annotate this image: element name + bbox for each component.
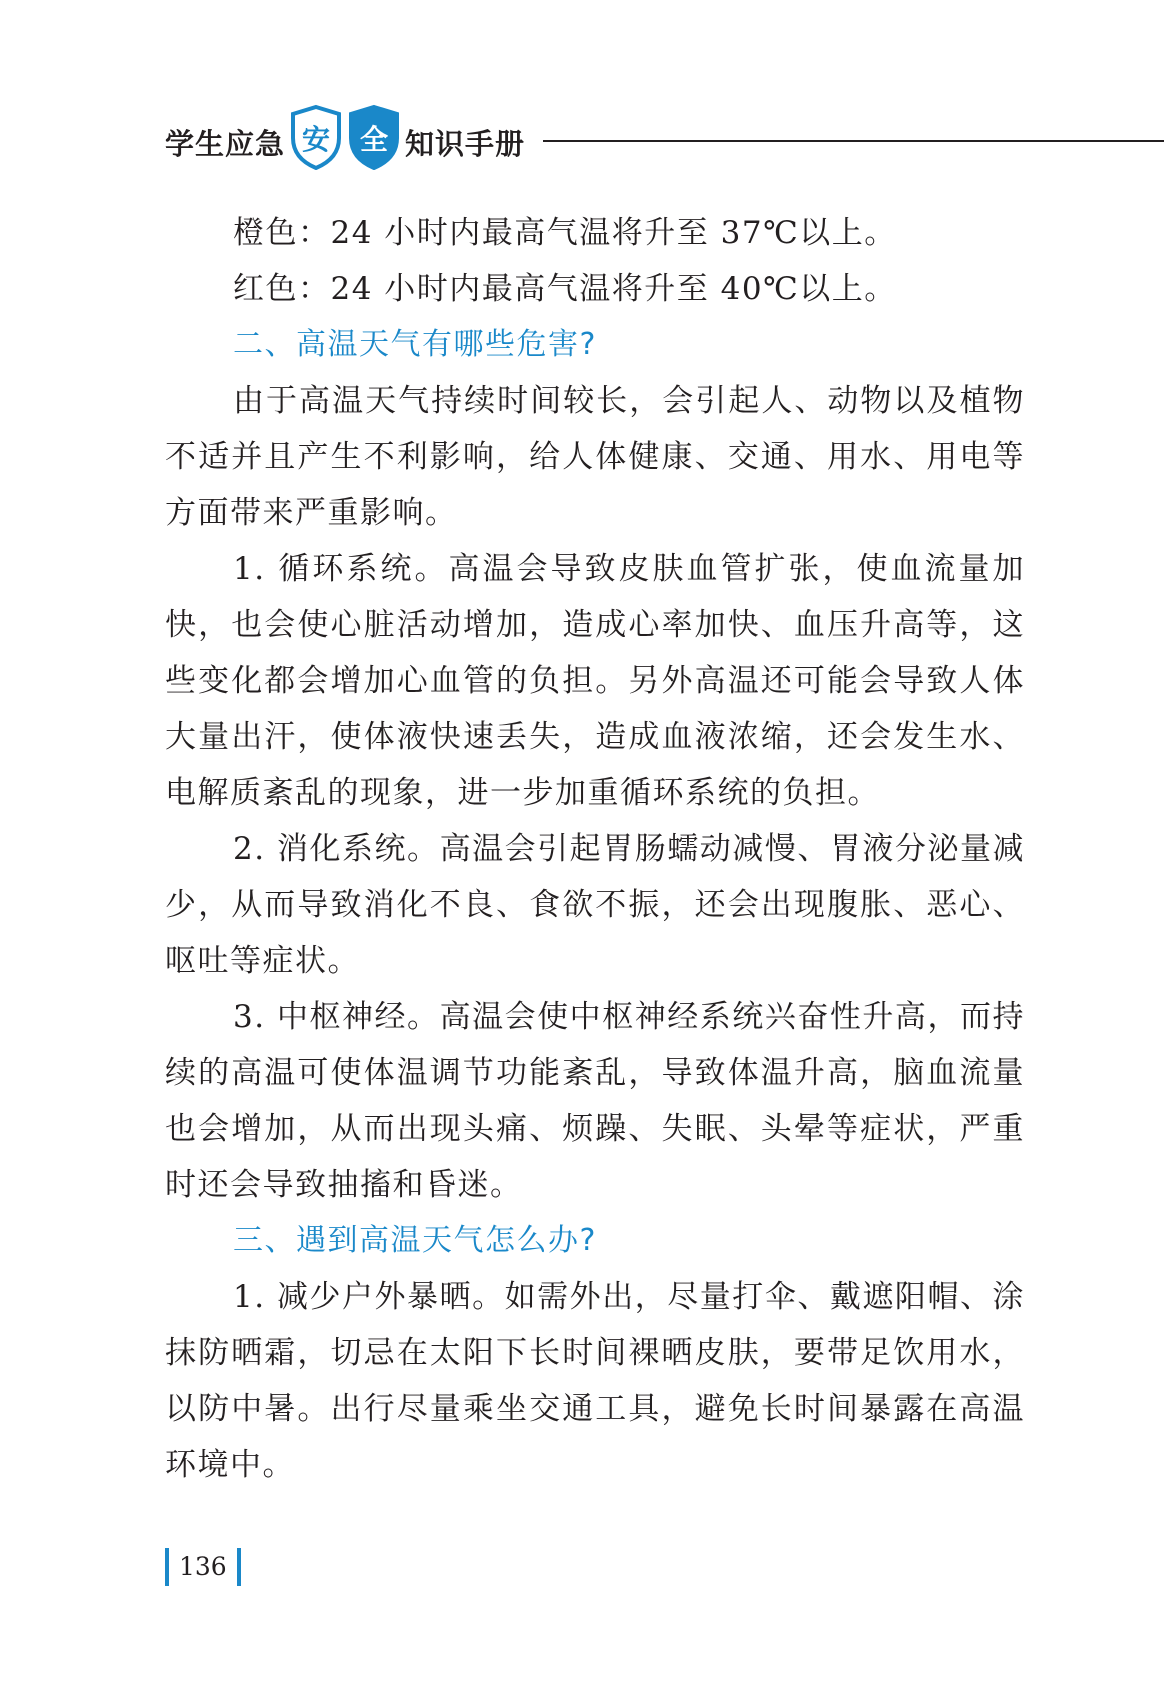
shield-icon	[347, 104, 401, 170]
paragraph-reduce-exposure: 1. 减少户外暴晒。如需外出，尽量打伞、戴遮阳帽、涂抹防晒霜，切忌在太阳下长时间裸晒皮肤，要带足饮用水，以防中暑。出行尽量乘坐交通工具，避免长时间暴露在高温环境中。	[165, 1279, 1025, 1483]
section-heading-hazards: 二、高温天气有哪些危害?	[233, 327, 597, 362]
paragraph-intro: 由于高温天气持续时间较长，会引起人、动物以及植物不适并且产生不利影响，给人体健康、交通、用水、用电等方面带来严重影响。	[165, 383, 1025, 531]
shield-char-an: 安	[301, 123, 330, 156]
warning-level-red: 红色：24 小时内最高气温将升至 40℃以上。	[233, 271, 897, 307]
warning-level-orange: 橙色：24 小时内最高气温将升至 37℃以上。	[233, 215, 897, 251]
shield-char-quan: 全	[359, 123, 388, 156]
page-body	[165, 205, 1025, 1493]
page-header	[165, 100, 1164, 180]
section-heading-response: 三、遇到高温天气怎么办?	[233, 1223, 597, 1258]
paragraph-circulatory: 1. 循环系统。高温会导致皮肤血管扩张，使血流量加快，也会使心脏活动增加，造成心率加快、血压升高等，这些变化都会增加心血管的负担。另外高温还可能会导致人体大量出汗，使体液快速丢失，造成血液浓缩，还会发生水、电解质紊乱的现象，进一步加重循环系统的负担。	[165, 551, 1025, 811]
paragraph-digestive: 2. 消化系统。高温会引起胃肠蠕动减慢、胃液分泌量减少，从而导致消化不良、食欲不振，还会出现腹胀、恶心、呕吐等症状。	[165, 831, 1025, 979]
page-number: 136	[165, 1548, 241, 1586]
header-title-right: 知识手册	[405, 127, 526, 161]
header-title-left: 学生应急	[165, 127, 286, 161]
header-divider	[543, 140, 1164, 142]
paragraph-nervous: 3. 中枢神经。高温会使中枢神经系统兴奋性升高，而持续的高温可使体温调节功能紊乱，导致体温升高，脑血流量也会增加，从而出现头痛、烦躁、失眠、头晕等症状，严重时还会导致抽搐和昏迷。	[165, 999, 1025, 1203]
shield-icon	[289, 104, 343, 170]
